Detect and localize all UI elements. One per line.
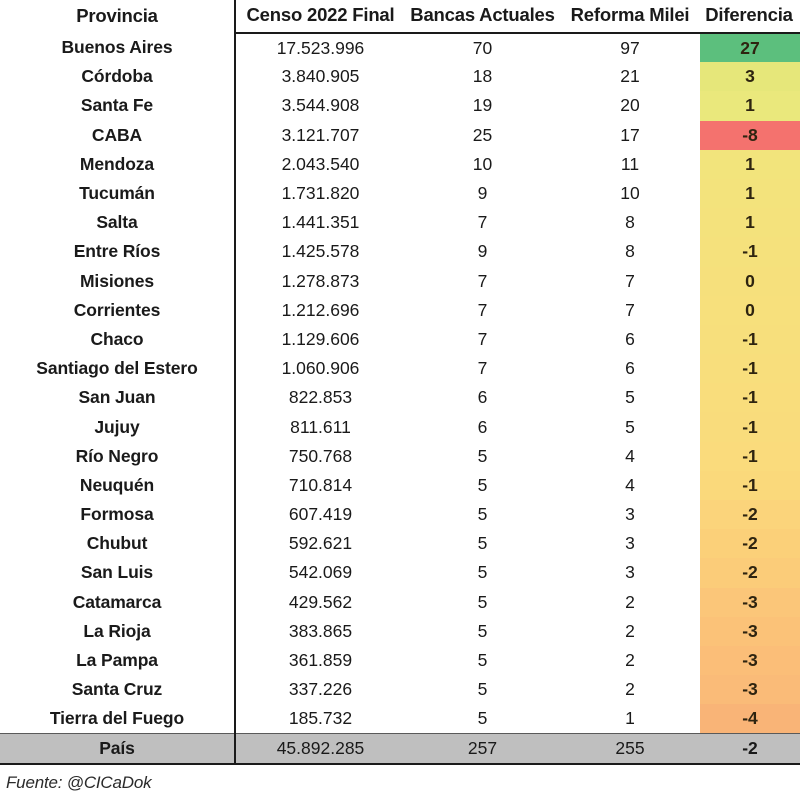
cell-reforma: 1: [560, 704, 700, 733]
cell-diferencia: -1: [700, 237, 800, 266]
cell-reforma: 4: [560, 471, 700, 500]
cell-diferencia: 1: [700, 150, 800, 179]
cell-bancas: 5: [405, 588, 560, 617]
cell-censo: 1.212.696: [235, 296, 405, 325]
table-row: [0, 267, 800, 296]
table-row: [0, 383, 800, 412]
cell-diferencia: 1: [700, 179, 800, 208]
cell-diferencia: -1: [700, 471, 800, 500]
cell-provincia: La Pampa: [0, 646, 235, 675]
cell-reforma: 3: [560, 558, 700, 587]
cell-reforma: 7: [560, 267, 700, 296]
cell-bancas: 19: [405, 91, 560, 120]
table-row: [0, 296, 800, 325]
table-row: [0, 675, 800, 704]
table-row: [0, 150, 800, 179]
table-row: [0, 179, 800, 208]
total-bancas: 257: [405, 734, 560, 764]
cell-reforma: 2: [560, 617, 700, 646]
total-censo: 45.892.285: [235, 734, 405, 764]
cell-censo: 2.043.540: [235, 150, 405, 179]
cell-provincia: Tucumán: [0, 179, 235, 208]
cell-censo: 337.226: [235, 675, 405, 704]
cell-provincia: Tierra del Fuego: [0, 704, 235, 733]
cell-reforma: 17: [560, 121, 700, 150]
cell-provincia: Río Negro: [0, 442, 235, 471]
cell-reforma: 97: [560, 33, 700, 62]
table-row: [0, 500, 800, 529]
cell-censo: 17.523.996: [235, 33, 405, 62]
cell-bancas: 18: [405, 62, 560, 91]
cell-bancas: 7: [405, 296, 560, 325]
cell-diferencia: 27: [700, 33, 800, 62]
table-row: [0, 325, 800, 354]
cell-bancas: 5: [405, 529, 560, 558]
cell-censo: 592.621: [235, 529, 405, 558]
cell-provincia: Misiones: [0, 267, 235, 296]
cell-censo: 1.278.873: [235, 267, 405, 296]
cell-bancas: 5: [405, 471, 560, 500]
table-row: [0, 471, 800, 500]
cell-diferencia: -1: [700, 412, 800, 441]
column-header-bancas: Bancas Actuales: [405, 0, 560, 33]
cell-reforma: 21: [560, 62, 700, 91]
column-header-censo: Censo 2022 Final: [235, 0, 405, 33]
cell-provincia: Santiago del Estero: [0, 354, 235, 383]
cell-bancas: 7: [405, 325, 560, 354]
table-row: [0, 704, 800, 733]
cell-reforma: 2: [560, 675, 700, 704]
cell-reforma: 8: [560, 237, 700, 266]
cell-diferencia: -3: [700, 675, 800, 704]
cell-diferencia: -1: [700, 383, 800, 412]
cell-provincia: Mendoza: [0, 150, 235, 179]
cell-bancas: 6: [405, 412, 560, 441]
cell-provincia: Salta: [0, 208, 235, 237]
column-header-provincia: Provincia: [0, 0, 235, 33]
total-reforma: 255: [560, 734, 700, 764]
cell-censo: 607.419: [235, 500, 405, 529]
cell-censo: 811.611: [235, 412, 405, 441]
cell-censo: 542.069: [235, 558, 405, 587]
cell-reforma: 6: [560, 354, 700, 383]
cell-provincia: Jujuy: [0, 412, 235, 441]
cell-bancas: 5: [405, 558, 560, 587]
table-row: [0, 646, 800, 675]
table-header-row: [0, 0, 800, 33]
cell-reforma: 10: [560, 179, 700, 208]
cell-censo: 429.562: [235, 588, 405, 617]
cell-diferencia: -3: [700, 588, 800, 617]
cell-bancas: 7: [405, 354, 560, 383]
cell-censo: 185.732: [235, 704, 405, 733]
total-diferencia: -2: [700, 734, 800, 764]
cell-bancas: 70: [405, 33, 560, 62]
cell-censo: 822.853: [235, 383, 405, 412]
cell-censo: 1.441.351: [235, 208, 405, 237]
table-header: [0, 0, 800, 33]
cell-provincia: Corrientes: [0, 296, 235, 325]
table-row: [0, 588, 800, 617]
cell-diferencia: -1: [700, 354, 800, 383]
cell-diferencia: -2: [700, 500, 800, 529]
cell-censo: 1.129.606: [235, 325, 405, 354]
cell-reforma: 6: [560, 325, 700, 354]
table-row: [0, 91, 800, 120]
column-header-reforma: Reforma Milei: [560, 0, 700, 33]
source-credit: Fuente: @CICaDok: [6, 772, 152, 792]
cell-bancas: 6: [405, 383, 560, 412]
table-total-row: [0, 734, 800, 764]
cell-diferencia: -3: [700, 617, 800, 646]
cell-provincia: Santa Cruz: [0, 675, 235, 704]
cell-censo: 1.425.578: [235, 237, 405, 266]
cell-reforma: 3: [560, 529, 700, 558]
cell-bancas: 5: [405, 617, 560, 646]
cell-bancas: 9: [405, 179, 560, 208]
cell-diferencia: -1: [700, 325, 800, 354]
cell-provincia: San Luis: [0, 558, 235, 587]
cell-bancas: 5: [405, 500, 560, 529]
cell-bancas: 7: [405, 208, 560, 237]
table-row: [0, 442, 800, 471]
cell-censo: 3.121.707: [235, 121, 405, 150]
cell-bancas: 25: [405, 121, 560, 150]
cell-diferencia: 0: [700, 296, 800, 325]
cell-bancas: 10: [405, 150, 560, 179]
cell-reforma: 8: [560, 208, 700, 237]
table-row: [0, 529, 800, 558]
cell-provincia: Córdoba: [0, 62, 235, 91]
cell-provincia: Santa Fe: [0, 91, 235, 120]
table-row: [0, 558, 800, 587]
table-row: [0, 617, 800, 646]
cell-censo: 710.814: [235, 471, 405, 500]
table-row: [0, 62, 800, 91]
cell-provincia: La Rioja: [0, 617, 235, 646]
cell-censo: 3.544.908: [235, 91, 405, 120]
cell-diferencia: -8: [700, 121, 800, 150]
cell-provincia: Chaco: [0, 325, 235, 354]
cell-provincia: Entre Ríos: [0, 237, 235, 266]
cell-bancas: 5: [405, 442, 560, 471]
cell-reforma: 5: [560, 383, 700, 412]
cell-provincia: Catamarca: [0, 588, 235, 617]
cell-reforma: 20: [560, 91, 700, 120]
cell-reforma: 2: [560, 646, 700, 675]
table-row: [0, 237, 800, 266]
table-footer: [0, 734, 800, 764]
cell-diferencia: 3: [700, 62, 800, 91]
table-row: [0, 33, 800, 62]
table-body: [0, 33, 800, 734]
table-row: [0, 354, 800, 383]
cell-bancas: 7: [405, 267, 560, 296]
cell-provincia: Buenos Aires: [0, 33, 235, 62]
cell-reforma: 4: [560, 442, 700, 471]
cell-reforma: 2: [560, 588, 700, 617]
cell-diferencia: 0: [700, 267, 800, 296]
cell-bancas: 5: [405, 675, 560, 704]
cell-censo: 383.865: [235, 617, 405, 646]
total-provincia: País: [0, 734, 235, 764]
cell-censo: 750.768: [235, 442, 405, 471]
cell-reforma: 7: [560, 296, 700, 325]
cell-diferencia: 1: [700, 91, 800, 120]
cell-censo: 1.060.906: [235, 354, 405, 383]
cell-diferencia: -2: [700, 529, 800, 558]
cell-diferencia: -4: [700, 704, 800, 733]
cell-provincia: CABA: [0, 121, 235, 150]
cell-diferencia: -3: [700, 646, 800, 675]
cell-bancas: 5: [405, 646, 560, 675]
cell-provincia: Formosa: [0, 500, 235, 529]
cell-diferencia: 1: [700, 208, 800, 237]
cell-diferencia: -1: [700, 442, 800, 471]
cell-diferencia: -2: [700, 558, 800, 587]
table-row: [0, 412, 800, 441]
cell-provincia: Neuquén: [0, 471, 235, 500]
table-row: [0, 208, 800, 237]
cell-censo: 3.840.905: [235, 62, 405, 91]
column-header-diferencia: Diferencia: [700, 0, 800, 33]
cell-bancas: 5: [405, 704, 560, 733]
cell-censo: 1.731.820: [235, 179, 405, 208]
cell-censo: 361.859: [235, 646, 405, 675]
cell-provincia: San Juan: [0, 383, 235, 412]
cell-reforma: 3: [560, 500, 700, 529]
cell-reforma: 11: [560, 150, 700, 179]
cell-reforma: 5: [560, 412, 700, 441]
cell-bancas: 9: [405, 237, 560, 266]
cell-provincia: Chubut: [0, 529, 235, 558]
table-row: [0, 121, 800, 150]
